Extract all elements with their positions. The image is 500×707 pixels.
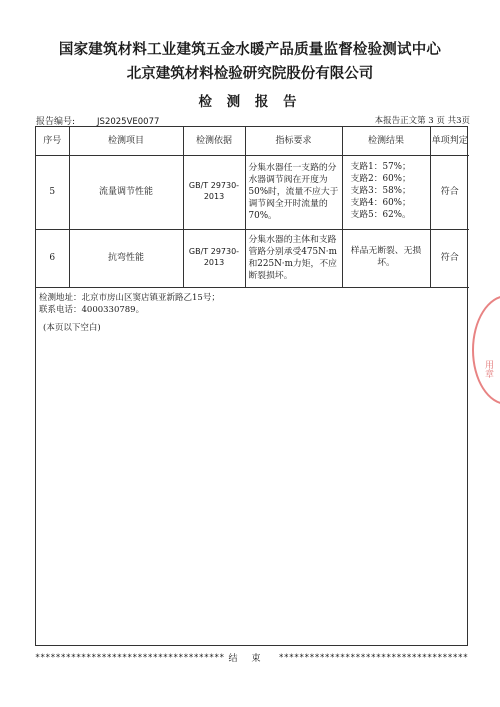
institution-title: 国家建筑材料工业建筑五金水暖产品质量监督检验测试中心 [58,41,442,58]
result-line: 支路4：60%； [350,197,411,208]
report-title: 检 测 报 告 [198,94,302,110]
result-line: 支路1：57%； [350,162,411,173]
row-item: 抗弯性能 [69,229,183,287]
row-standard: GB/T 29730-2013 [183,229,245,287]
report-number-label: 报告编号: [36,117,76,127]
row-result [342,155,430,229]
header-result: 检测结果 [342,127,430,155]
table-header-row [36,127,469,155]
result-line: 支路5：62%。 [350,209,411,220]
header-standard: 检测依据 [183,127,245,155]
report-footer [36,288,467,335]
table-row [36,229,469,287]
test-results-table [36,127,469,288]
header-verdict: 单项判定 [430,127,469,155]
end-text: 结束 [228,654,275,664]
seal-text: 用章 [483,360,493,378]
end-of-report-line [35,651,468,664]
contact-phone: 联系电话：4000330789。 [39,304,145,315]
red-seal-stamp [472,295,500,405]
end-stars-left: ************************************* [35,652,225,663]
row-no: 6 [36,229,69,287]
row-requirement: 分集水器任一支路的分水器调节阀在开度为50%时，流量不应大于调节阀全开时流量的70%。 [245,155,342,229]
result-line: 样品无断裂、无损坏。 [350,246,422,268]
header-item: 检测项目 [69,127,183,155]
row-verdict: 符合 [430,155,469,229]
header-no: 序号 [36,127,69,155]
end-stars-right: ************************************* [278,652,468,663]
row-standard: GB/T 29730-2013 [183,155,245,229]
row-requirement: 分集水器的主体和支路管路分别承受475N·m和225N·m力矩，不应断裂损坏。 [245,229,342,287]
report-sheet [35,126,468,646]
test-address: 检测地址：北京市房山区窦店镇亚新路乙15号； [39,292,220,303]
table-row [36,155,469,229]
row-no: 5 [36,155,69,229]
page-info: 本报告正文第 3 页 共3页 [374,116,470,126]
header-requirement: 指标要求 [245,127,342,155]
company-title: 北京建筑材料检验研究院股份有限公司 [126,65,374,82]
report-number: JS2025VE0077 [97,117,160,127]
row-item: 流量调节性能 [69,155,183,229]
result-line: 支路3：58%； [350,186,411,197]
row-result [342,229,430,287]
row-verdict: 符合 [430,229,469,287]
result-line: 支路2：60%； [350,174,411,185]
blank-note: (本页以下空白) [43,323,101,334]
